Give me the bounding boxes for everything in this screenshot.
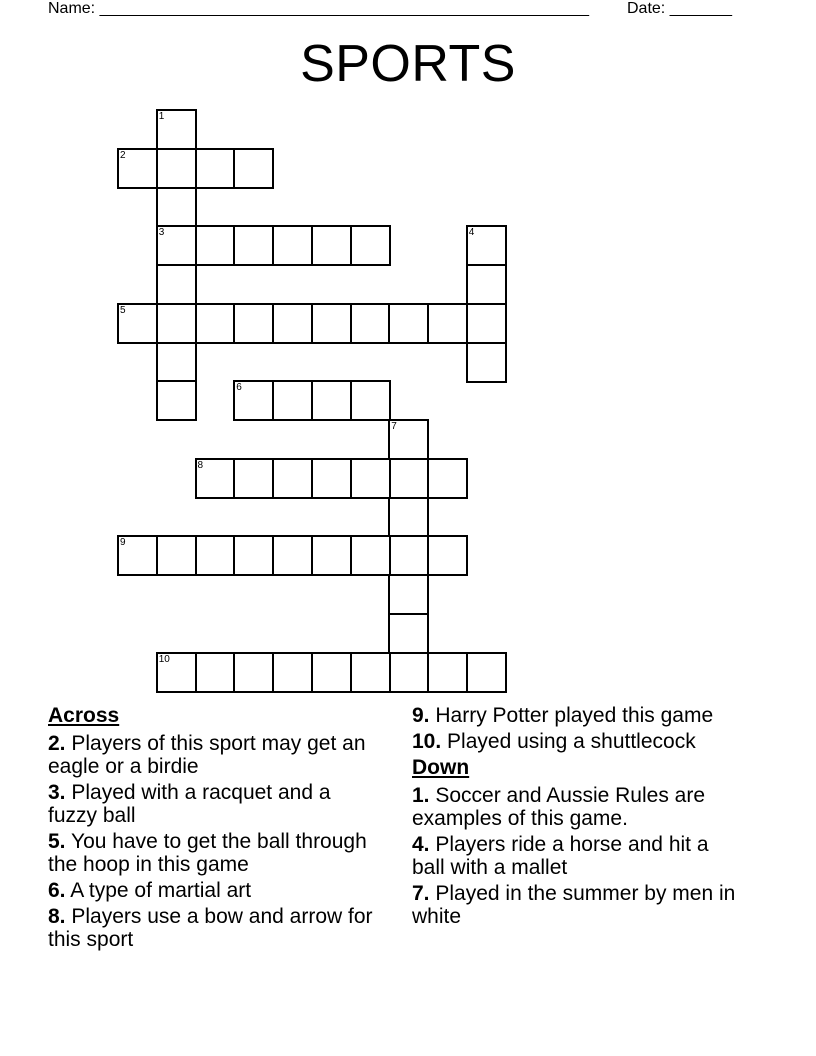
- down-heading: Down: [412, 756, 470, 779]
- crossword-cell[interactable]: [156, 187, 197, 228]
- cell-number: 3: [158, 227, 165, 239]
- crossword-cell[interactable]: [466, 342, 507, 383]
- clue-text: Players ride a horse and hit a ball with a mallet: [412, 833, 709, 879]
- crossword-cell[interactable]: [466, 225, 507, 266]
- cell-number: 1: [158, 111, 165, 122]
- crossword-cell[interactable]: [195, 535, 236, 576]
- cell-number: 6: [236, 382, 242, 394]
- crossword-cell[interactable]: [427, 303, 468, 344]
- crossword-cell[interactable]: [388, 574, 429, 615]
- clue-number: 2.: [48, 732, 66, 755]
- clue-number: 9.: [412, 704, 430, 727]
- crossword-cell[interactable]: [117, 535, 158, 576]
- crossword-cell[interactable]: [311, 380, 352, 421]
- crossword-cell[interactable]: [272, 535, 313, 576]
- crossword-cell[interactable]: [233, 148, 274, 189]
- crossword-cell[interactable]: [195, 652, 236, 693]
- clue-number: 5.: [48, 830, 66, 853]
- clue-text: Played using a shuttlecock: [447, 730, 696, 753]
- crossword-cell[interactable]: [117, 303, 158, 344]
- clue-number: 6.: [48, 879, 66, 902]
- clue-text: You have to get the ball through the hoop in this game: [48, 830, 367, 876]
- crossword-cell[interactable]: [272, 652, 313, 693]
- crossword-cell[interactable]: [350, 652, 391, 693]
- crossword-cell[interactable]: [427, 458, 468, 499]
- cell-number: 4: [468, 227, 475, 239]
- crossword-cell[interactable]: [156, 652, 197, 693]
- clue-number: 3.: [48, 781, 66, 804]
- clue-number: 4.: [412, 833, 430, 856]
- crossword-cell[interactable]: [311, 458, 352, 499]
- clue-number: 7.: [412, 882, 430, 905]
- clue-text: Played with a racquet and a fuzzy ball: [48, 781, 331, 827]
- crossword-cell[interactable]: [427, 652, 468, 693]
- cell-number: 8: [197, 459, 204, 471]
- crossword-cell[interactable]: [156, 225, 197, 266]
- date-field: Date: _______: [627, 0, 732, 17]
- crossword-cell[interactable]: [233, 652, 274, 693]
- crossword-cell[interactable]: [272, 380, 313, 421]
- crossword-cell[interactable]: [233, 380, 274, 421]
- crossword-cell[interactable]: [195, 148, 236, 189]
- crossword-cell[interactable]: [466, 264, 507, 305]
- crossword-cell[interactable]: [156, 264, 197, 305]
- clue-text: Harry Potter played this game: [435, 704, 714, 727]
- crossword-cell[interactable]: [388, 303, 429, 344]
- crossword-cell[interactable]: [388, 652, 429, 693]
- crossword-cell[interactable]: [156, 109, 197, 150]
- crossword-cell[interactable]: [350, 458, 391, 499]
- cell-number: 10: [158, 653, 170, 665]
- crossword-cell[interactable]: [195, 225, 236, 266]
- across-heading: Across: [48, 704, 120, 727]
- cell-number: 5: [120, 304, 126, 316]
- clue-down-1: [412, 784, 742, 830]
- crossword-cell[interactable]: [272, 303, 313, 344]
- clues-left-column: [48, 704, 378, 954]
- crossword-cell[interactable]: [388, 613, 429, 654]
- crossword-cell[interactable]: [311, 225, 352, 266]
- crossword-cell[interactable]: [233, 225, 274, 266]
- clue-text: Played in the summer by men in white: [412, 882, 736, 928]
- crossword-cell[interactable]: [233, 535, 274, 576]
- clue-number: 10.: [412, 730, 442, 753]
- crossword-cell[interactable]: [388, 419, 429, 460]
- clue-across-6: [48, 879, 378, 902]
- crossword-cell[interactable]: [427, 535, 468, 576]
- crossword-cell[interactable]: [388, 497, 429, 538]
- crossword-cell[interactable]: [350, 380, 391, 421]
- clue-across-8: [48, 905, 378, 951]
- crossword-cell[interactable]: [350, 535, 391, 576]
- crossword-cell[interactable]: [195, 303, 236, 344]
- cell-number: 2: [120, 149, 126, 161]
- clue-across-2: [48, 732, 378, 778]
- cell-number: 7: [391, 421, 397, 432]
- crossword-cell[interactable]: [311, 535, 352, 576]
- crossword-cell[interactable]: [350, 303, 391, 344]
- crossword-cell[interactable]: [466, 652, 507, 693]
- clues-right-column: [412, 704, 742, 931]
- crossword-cell[interactable]: [156, 303, 197, 344]
- clue-down-7: [412, 882, 742, 928]
- crossword-cell[interactable]: [272, 225, 313, 266]
- crossword-cell[interactable]: [117, 148, 158, 189]
- clue-across-5: [48, 830, 378, 876]
- clue-text: Players use a bow and arrow for this sport: [48, 905, 373, 951]
- crossword-cell[interactable]: [156, 342, 197, 383]
- cell-number: 9: [120, 537, 126, 549]
- crossword-cell[interactable]: [156, 148, 197, 189]
- clue-down-4: [412, 833, 742, 879]
- clue-across-9: [412, 704, 742, 727]
- crossword-cell[interactable]: [233, 458, 274, 499]
- crossword-cell[interactable]: [156, 380, 197, 421]
- clue-number: 8.: [48, 905, 66, 928]
- clue-across-3: [48, 781, 378, 827]
- crossword-cell[interactable]: [388, 458, 429, 499]
- clue-across-10: [412, 730, 742, 753]
- crossword-cell[interactable]: [311, 303, 352, 344]
- crossword-cell[interactable]: [388, 535, 429, 576]
- name-field: Name: _______________________________________________________: [48, 0, 589, 17]
- crossword-cell[interactable]: [156, 535, 197, 576]
- crossword-cell[interactable]: [350, 225, 391, 266]
- crossword-cell[interactable]: [233, 303, 274, 344]
- crossword-cell[interactable]: [272, 458, 313, 499]
- crossword-cell[interactable]: [195, 458, 236, 499]
- clue-text: Players of this sport may get an eagle or a birdie: [48, 732, 366, 778]
- clue-text: Soccer and Aussie Rules are examples of this game.: [412, 784, 706, 830]
- crossword-cell[interactable]: [466, 303, 507, 344]
- clue-number: 1.: [412, 784, 430, 807]
- clue-text: A type of martial art: [70, 879, 252, 902]
- page-title: SPORTS: [300, 35, 516, 93]
- crossword-cell[interactable]: [311, 652, 352, 693]
